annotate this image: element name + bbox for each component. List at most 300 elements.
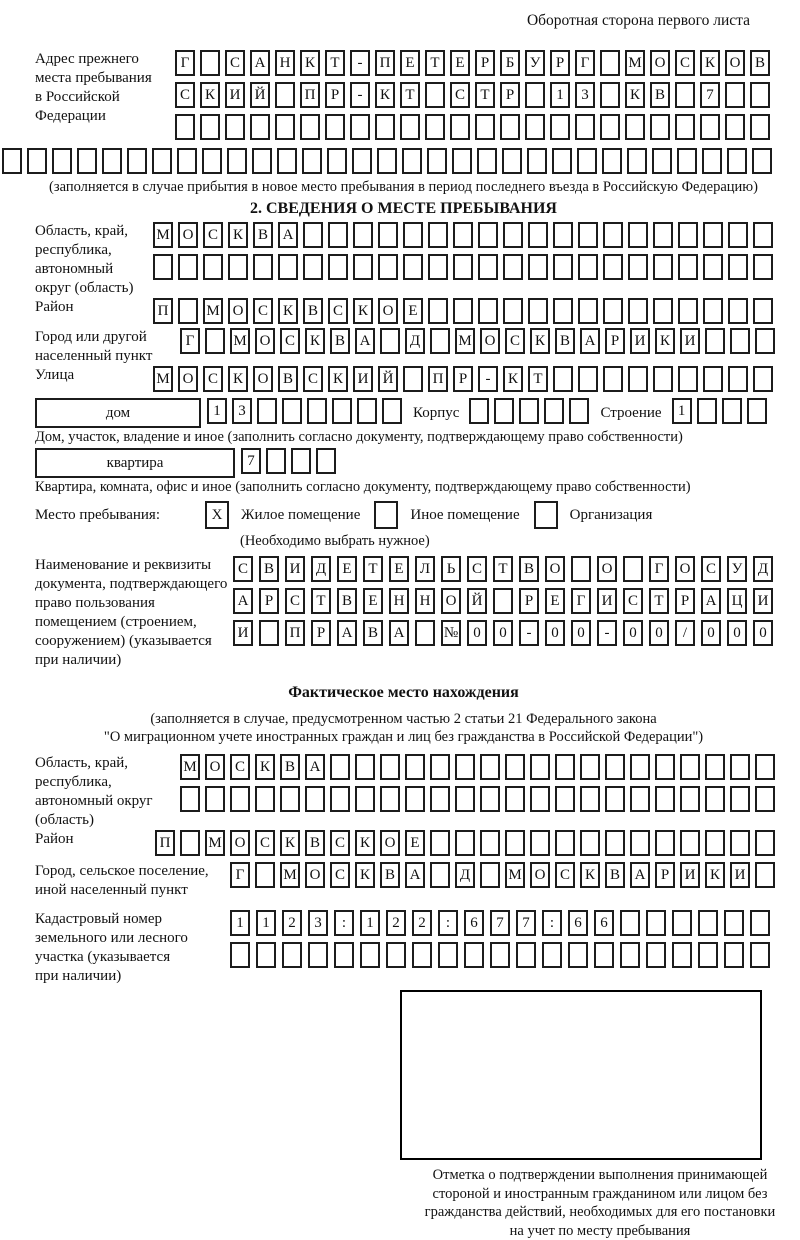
char-box[interactable] bbox=[77, 148, 97, 174]
char-box[interactable] bbox=[528, 254, 548, 280]
char-box[interactable] bbox=[430, 754, 450, 780]
char-box[interactable]: О bbox=[530, 862, 550, 888]
char-box[interactable] bbox=[750, 114, 770, 140]
char-box[interactable]: О bbox=[230, 830, 250, 856]
char-box[interactable]: Т bbox=[493, 556, 513, 582]
char-box[interactable] bbox=[678, 254, 698, 280]
char-box[interactable] bbox=[568, 942, 588, 968]
char-box[interactable] bbox=[425, 82, 445, 108]
char-box[interactable] bbox=[350, 114, 370, 140]
char-box[interactable] bbox=[430, 862, 450, 888]
char-box[interactable]: О bbox=[545, 556, 565, 582]
char-box[interactable] bbox=[725, 82, 745, 108]
char-box[interactable]: Т bbox=[363, 556, 383, 582]
char-box[interactable]: Л bbox=[415, 556, 435, 582]
char-box[interactable]: / bbox=[675, 620, 695, 646]
char-box[interactable] bbox=[291, 448, 311, 474]
char-box[interactable]: О bbox=[597, 556, 617, 582]
char-box[interactable]: А bbox=[701, 588, 721, 614]
checkbox-organizaciya[interactable] bbox=[534, 501, 558, 529]
char-box[interactable] bbox=[325, 114, 345, 140]
char-box[interactable]: 7 bbox=[241, 448, 261, 474]
char-box[interactable] bbox=[698, 942, 718, 968]
char-box[interactable] bbox=[152, 148, 172, 174]
char-box[interactable] bbox=[252, 148, 272, 174]
char-box[interactable] bbox=[672, 942, 692, 968]
char-box[interactable] bbox=[705, 830, 725, 856]
char-box[interactable] bbox=[680, 754, 700, 780]
char-box[interactable]: Е bbox=[337, 556, 357, 582]
char-box[interactable]: Г bbox=[230, 862, 250, 888]
char-box[interactable]: Н bbox=[415, 588, 435, 614]
char-box[interactable]: В bbox=[337, 588, 357, 614]
char-box[interactable] bbox=[678, 222, 698, 248]
char-box[interactable] bbox=[700, 114, 720, 140]
char-box[interactable] bbox=[600, 50, 620, 76]
char-box[interactable] bbox=[428, 298, 448, 324]
char-box[interactable] bbox=[202, 148, 222, 174]
char-box[interactable] bbox=[620, 910, 640, 936]
char-box[interactable] bbox=[480, 786, 500, 812]
char-box[interactable]: В bbox=[330, 328, 350, 354]
char-box[interactable] bbox=[450, 114, 470, 140]
char-box[interactable] bbox=[755, 830, 775, 856]
char-box[interactable]: Е bbox=[545, 588, 565, 614]
char-box[interactable] bbox=[600, 82, 620, 108]
char-box[interactable]: С bbox=[225, 50, 245, 76]
char-box[interactable] bbox=[278, 254, 298, 280]
char-box[interactable]: М bbox=[455, 328, 475, 354]
char-box[interactable] bbox=[478, 298, 498, 324]
char-box[interactable] bbox=[52, 148, 72, 174]
char-box[interactable] bbox=[505, 830, 525, 856]
char-box[interactable] bbox=[675, 114, 695, 140]
char-box[interactable]: - bbox=[350, 82, 370, 108]
char-box[interactable] bbox=[330, 786, 350, 812]
char-box[interactable]: Г bbox=[649, 556, 669, 582]
char-box[interactable] bbox=[257, 398, 277, 424]
char-box[interactable]: А bbox=[355, 328, 375, 354]
char-box[interactable]: Ь bbox=[441, 556, 461, 582]
char-box[interactable] bbox=[578, 254, 598, 280]
char-box[interactable]: Р bbox=[311, 620, 331, 646]
char-box[interactable]: 0 bbox=[727, 620, 747, 646]
char-box[interactable]: Г bbox=[180, 328, 200, 354]
char-box[interactable] bbox=[225, 114, 245, 140]
char-box[interactable] bbox=[730, 328, 750, 354]
char-box[interactable] bbox=[703, 222, 723, 248]
char-box[interactable] bbox=[455, 754, 475, 780]
char-box[interactable] bbox=[327, 148, 347, 174]
char-box[interactable]: М bbox=[280, 862, 300, 888]
char-box[interactable]: : bbox=[334, 910, 354, 936]
char-box[interactable]: 6 bbox=[594, 910, 614, 936]
char-box[interactable] bbox=[750, 942, 770, 968]
char-box[interactable] bbox=[300, 114, 320, 140]
char-box[interactable] bbox=[703, 366, 723, 392]
char-box[interactable] bbox=[403, 222, 423, 248]
char-box[interactable]: А bbox=[305, 754, 325, 780]
char-box[interactable]: К bbox=[228, 222, 248, 248]
char-box[interactable] bbox=[480, 754, 500, 780]
char-box[interactable]: О bbox=[378, 298, 398, 324]
char-box[interactable] bbox=[430, 830, 450, 856]
char-box[interactable]: К bbox=[305, 328, 325, 354]
char-box[interactable]: М bbox=[180, 754, 200, 780]
char-box[interactable] bbox=[228, 254, 248, 280]
char-box[interactable] bbox=[730, 754, 750, 780]
char-box[interactable]: П bbox=[375, 50, 395, 76]
char-box[interactable]: Е bbox=[389, 556, 409, 582]
char-box[interactable] bbox=[227, 148, 247, 174]
char-box[interactable] bbox=[2, 148, 22, 174]
char-box[interactable]: Р bbox=[475, 50, 495, 76]
char-box[interactable] bbox=[752, 148, 772, 174]
char-box[interactable] bbox=[652, 148, 672, 174]
char-box[interactable] bbox=[628, 254, 648, 280]
char-box[interactable]: В bbox=[303, 298, 323, 324]
char-box[interactable] bbox=[357, 398, 377, 424]
char-box[interactable] bbox=[542, 942, 562, 968]
char-box[interactable]: И bbox=[680, 862, 700, 888]
char-box[interactable]: Ц bbox=[727, 588, 747, 614]
char-box[interactable]: Р bbox=[675, 588, 695, 614]
char-box[interactable] bbox=[428, 222, 448, 248]
char-box[interactable]: Й bbox=[467, 588, 487, 614]
char-box[interactable] bbox=[280, 786, 300, 812]
char-box[interactable]: Т bbox=[528, 366, 548, 392]
char-box[interactable] bbox=[724, 910, 744, 936]
char-box[interactable] bbox=[747, 398, 767, 424]
char-box[interactable]: К bbox=[625, 82, 645, 108]
checkbox-inoe[interactable] bbox=[374, 501, 398, 529]
char-box[interactable]: - bbox=[350, 50, 370, 76]
char-box[interactable] bbox=[678, 298, 698, 324]
char-box[interactable]: И bbox=[285, 556, 305, 582]
char-box[interactable] bbox=[755, 328, 775, 354]
char-box[interactable] bbox=[438, 942, 458, 968]
char-box[interactable] bbox=[200, 114, 220, 140]
char-box[interactable]: О bbox=[228, 298, 248, 324]
char-box[interactable] bbox=[377, 148, 397, 174]
char-box[interactable]: Н bbox=[389, 588, 409, 614]
char-box[interactable] bbox=[750, 82, 770, 108]
char-box[interactable] bbox=[653, 254, 673, 280]
char-box[interactable] bbox=[493, 588, 513, 614]
char-box[interactable]: К bbox=[328, 366, 348, 392]
char-box[interactable] bbox=[200, 50, 220, 76]
char-box[interactable] bbox=[680, 786, 700, 812]
char-box[interactable] bbox=[282, 942, 302, 968]
char-box[interactable] bbox=[578, 298, 598, 324]
char-box[interactable] bbox=[475, 114, 495, 140]
char-box[interactable] bbox=[153, 254, 173, 280]
char-box[interactable]: У bbox=[525, 50, 545, 76]
char-box[interactable] bbox=[655, 830, 675, 856]
char-box[interactable] bbox=[302, 148, 322, 174]
char-box[interactable] bbox=[730, 830, 750, 856]
char-box[interactable] bbox=[672, 910, 692, 936]
char-box[interactable] bbox=[553, 222, 573, 248]
char-box[interactable] bbox=[680, 830, 700, 856]
char-box[interactable] bbox=[316, 448, 336, 474]
char-box[interactable] bbox=[628, 298, 648, 324]
char-box[interactable]: 0 bbox=[467, 620, 487, 646]
char-box[interactable] bbox=[355, 754, 375, 780]
char-box[interactable] bbox=[530, 830, 550, 856]
char-box[interactable] bbox=[308, 942, 328, 968]
char-box[interactable] bbox=[250, 114, 270, 140]
char-box[interactable]: 3 bbox=[232, 398, 252, 424]
char-box[interactable] bbox=[102, 148, 122, 174]
char-box[interactable]: П bbox=[428, 366, 448, 392]
char-box[interactable]: А bbox=[250, 50, 270, 76]
char-box[interactable] bbox=[205, 786, 225, 812]
char-box[interactable]: Р bbox=[259, 588, 279, 614]
char-box[interactable] bbox=[577, 148, 597, 174]
char-box[interactable]: К bbox=[278, 298, 298, 324]
char-box[interactable] bbox=[307, 398, 327, 424]
char-box[interactable] bbox=[580, 830, 600, 856]
char-box[interactable] bbox=[646, 910, 666, 936]
char-box[interactable] bbox=[403, 366, 423, 392]
char-box[interactable] bbox=[605, 786, 625, 812]
char-box[interactable] bbox=[528, 298, 548, 324]
char-box[interactable]: О bbox=[675, 556, 695, 582]
char-box[interactable]: А bbox=[630, 862, 650, 888]
char-box[interactable] bbox=[603, 298, 623, 324]
char-box[interactable] bbox=[305, 786, 325, 812]
char-box[interactable]: Б bbox=[500, 50, 520, 76]
char-box[interactable] bbox=[505, 754, 525, 780]
char-box[interactable] bbox=[259, 620, 279, 646]
char-box[interactable]: А bbox=[337, 620, 357, 646]
char-box[interactable] bbox=[653, 366, 673, 392]
char-box[interactable] bbox=[275, 82, 295, 108]
char-box[interactable] bbox=[330, 754, 350, 780]
char-box[interactable]: К bbox=[655, 328, 675, 354]
char-box[interactable]: С bbox=[285, 588, 305, 614]
char-box[interactable] bbox=[127, 148, 147, 174]
char-box[interactable] bbox=[469, 398, 489, 424]
char-box[interactable]: Е bbox=[450, 50, 470, 76]
char-box[interactable] bbox=[403, 254, 423, 280]
char-box[interactable]: Д bbox=[311, 556, 331, 582]
char-box[interactable]: К bbox=[355, 830, 375, 856]
char-box[interactable]: О bbox=[441, 588, 461, 614]
char-box[interactable] bbox=[569, 398, 589, 424]
char-box[interactable] bbox=[550, 114, 570, 140]
char-box[interactable]: Й bbox=[378, 366, 398, 392]
char-box[interactable] bbox=[755, 862, 775, 888]
char-box[interactable] bbox=[477, 148, 497, 174]
char-box[interactable]: С bbox=[253, 298, 273, 324]
char-box[interactable]: С bbox=[623, 588, 643, 614]
char-box[interactable]: Р bbox=[325, 82, 345, 108]
char-box[interactable] bbox=[580, 786, 600, 812]
char-box[interactable] bbox=[555, 830, 575, 856]
char-box[interactable]: К bbox=[705, 862, 725, 888]
char-box[interactable]: Е bbox=[400, 50, 420, 76]
char-box[interactable]: О bbox=[255, 328, 275, 354]
char-box[interactable] bbox=[620, 942, 640, 968]
char-box[interactable]: К bbox=[300, 50, 320, 76]
char-box[interactable] bbox=[755, 786, 775, 812]
char-box[interactable]: К bbox=[530, 328, 550, 354]
char-box[interactable]: М bbox=[203, 298, 223, 324]
char-box[interactable] bbox=[500, 114, 520, 140]
char-box[interactable]: 6 bbox=[568, 910, 588, 936]
char-box[interactable]: 1 bbox=[230, 910, 250, 936]
char-box[interactable] bbox=[503, 298, 523, 324]
char-box[interactable] bbox=[728, 254, 748, 280]
char-box[interactable]: И bbox=[225, 82, 245, 108]
char-box[interactable] bbox=[177, 148, 197, 174]
char-box[interactable]: А bbox=[389, 620, 409, 646]
char-box[interactable] bbox=[750, 910, 770, 936]
char-box[interactable] bbox=[553, 254, 573, 280]
char-box[interactable]: К bbox=[200, 82, 220, 108]
char-box[interactable]: Г bbox=[175, 50, 195, 76]
char-box[interactable] bbox=[478, 222, 498, 248]
char-box[interactable]: 1 bbox=[550, 82, 570, 108]
char-box[interactable] bbox=[452, 148, 472, 174]
char-box[interactable]: Р bbox=[500, 82, 520, 108]
char-box[interactable]: А bbox=[278, 222, 298, 248]
char-box[interactable] bbox=[478, 254, 498, 280]
char-box[interactable]: С bbox=[330, 862, 350, 888]
char-box[interactable]: С bbox=[555, 862, 575, 888]
char-box[interactable] bbox=[552, 148, 572, 174]
char-box[interactable] bbox=[544, 398, 564, 424]
char-box[interactable] bbox=[203, 254, 223, 280]
char-box[interactable]: 7 bbox=[700, 82, 720, 108]
char-box[interactable]: С bbox=[280, 328, 300, 354]
char-box[interactable] bbox=[516, 942, 536, 968]
char-box[interactable]: Е bbox=[363, 588, 383, 614]
char-box[interactable]: - bbox=[597, 620, 617, 646]
char-box[interactable] bbox=[275, 114, 295, 140]
char-box[interactable]: К bbox=[700, 50, 720, 76]
char-box[interactable] bbox=[605, 830, 625, 856]
char-box[interactable] bbox=[425, 114, 445, 140]
char-box[interactable] bbox=[334, 942, 354, 968]
char-box[interactable] bbox=[505, 786, 525, 812]
char-box[interactable]: В bbox=[278, 366, 298, 392]
char-box[interactable] bbox=[355, 786, 375, 812]
char-box[interactable] bbox=[180, 786, 200, 812]
char-box[interactable]: М bbox=[505, 862, 525, 888]
char-box[interactable]: В bbox=[555, 328, 575, 354]
char-box[interactable] bbox=[722, 398, 742, 424]
char-box[interactable] bbox=[400, 114, 420, 140]
char-box[interactable]: Р bbox=[519, 588, 539, 614]
char-box[interactable]: О bbox=[480, 328, 500, 354]
char-box[interactable]: П bbox=[300, 82, 320, 108]
char-box[interactable]: О bbox=[178, 222, 198, 248]
char-box[interactable] bbox=[480, 862, 500, 888]
char-box[interactable] bbox=[578, 366, 598, 392]
char-box[interactable]: Т bbox=[400, 82, 420, 108]
char-box[interactable]: К bbox=[353, 298, 373, 324]
char-box[interactable] bbox=[530, 754, 550, 780]
char-box[interactable] bbox=[230, 786, 250, 812]
char-box[interactable]: К bbox=[580, 862, 600, 888]
char-box[interactable] bbox=[725, 114, 745, 140]
char-box[interactable] bbox=[653, 222, 673, 248]
char-box[interactable] bbox=[205, 328, 225, 354]
char-box[interactable]: 7 bbox=[516, 910, 536, 936]
char-box[interactable] bbox=[480, 830, 500, 856]
char-box[interactable]: М bbox=[230, 328, 250, 354]
char-box[interactable] bbox=[580, 754, 600, 780]
char-box[interactable]: № bbox=[441, 620, 461, 646]
char-box[interactable] bbox=[677, 148, 697, 174]
char-box[interactable] bbox=[727, 148, 747, 174]
char-box[interactable] bbox=[655, 754, 675, 780]
char-box[interactable]: Д bbox=[753, 556, 773, 582]
char-box[interactable] bbox=[553, 366, 573, 392]
char-box[interactable]: 0 bbox=[753, 620, 773, 646]
char-box[interactable] bbox=[282, 398, 302, 424]
char-box[interactable] bbox=[453, 298, 473, 324]
char-box[interactable]: Р bbox=[550, 50, 570, 76]
char-box[interactable] bbox=[555, 754, 575, 780]
char-box[interactable]: С bbox=[328, 298, 348, 324]
char-box[interactable] bbox=[705, 786, 725, 812]
char-box[interactable]: Г bbox=[571, 588, 591, 614]
char-box[interactable]: 0 bbox=[571, 620, 591, 646]
char-box[interactable]: К bbox=[280, 830, 300, 856]
char-box[interactable]: С bbox=[450, 82, 470, 108]
char-box[interactable] bbox=[553, 298, 573, 324]
char-box[interactable]: 2 bbox=[386, 910, 406, 936]
char-box[interactable]: 3 bbox=[575, 82, 595, 108]
char-box[interactable] bbox=[623, 556, 643, 582]
char-box[interactable]: С bbox=[467, 556, 487, 582]
char-box[interactable]: : bbox=[438, 910, 458, 936]
char-box[interactable] bbox=[405, 786, 425, 812]
char-box[interactable] bbox=[703, 254, 723, 280]
char-box[interactable] bbox=[627, 148, 647, 174]
char-box[interactable]: О bbox=[178, 366, 198, 392]
checkbox-zhiloe[interactable]: X bbox=[205, 501, 229, 529]
char-box[interactable] bbox=[603, 366, 623, 392]
char-box[interactable] bbox=[402, 148, 422, 174]
char-box[interactable] bbox=[530, 786, 550, 812]
char-box[interactable]: М bbox=[153, 222, 173, 248]
char-box[interactable]: В bbox=[363, 620, 383, 646]
char-box[interactable] bbox=[303, 254, 323, 280]
char-box[interactable] bbox=[628, 222, 648, 248]
char-box[interactable]: 0 bbox=[649, 620, 669, 646]
char-box[interactable]: П bbox=[153, 298, 173, 324]
char-box[interactable] bbox=[527, 148, 547, 174]
char-box[interactable]: 1 bbox=[672, 398, 692, 424]
char-box[interactable] bbox=[455, 830, 475, 856]
char-box[interactable]: В bbox=[280, 754, 300, 780]
char-box[interactable] bbox=[705, 754, 725, 780]
char-box[interactable]: 2 bbox=[282, 910, 302, 936]
char-box[interactable] bbox=[703, 298, 723, 324]
char-box[interactable]: В bbox=[750, 50, 770, 76]
char-box[interactable]: 7 bbox=[490, 910, 510, 936]
char-box[interactable] bbox=[464, 942, 484, 968]
char-box[interactable] bbox=[698, 910, 718, 936]
char-box[interactable]: В bbox=[253, 222, 273, 248]
char-box[interactable] bbox=[430, 328, 450, 354]
char-box[interactable]: К bbox=[355, 862, 375, 888]
